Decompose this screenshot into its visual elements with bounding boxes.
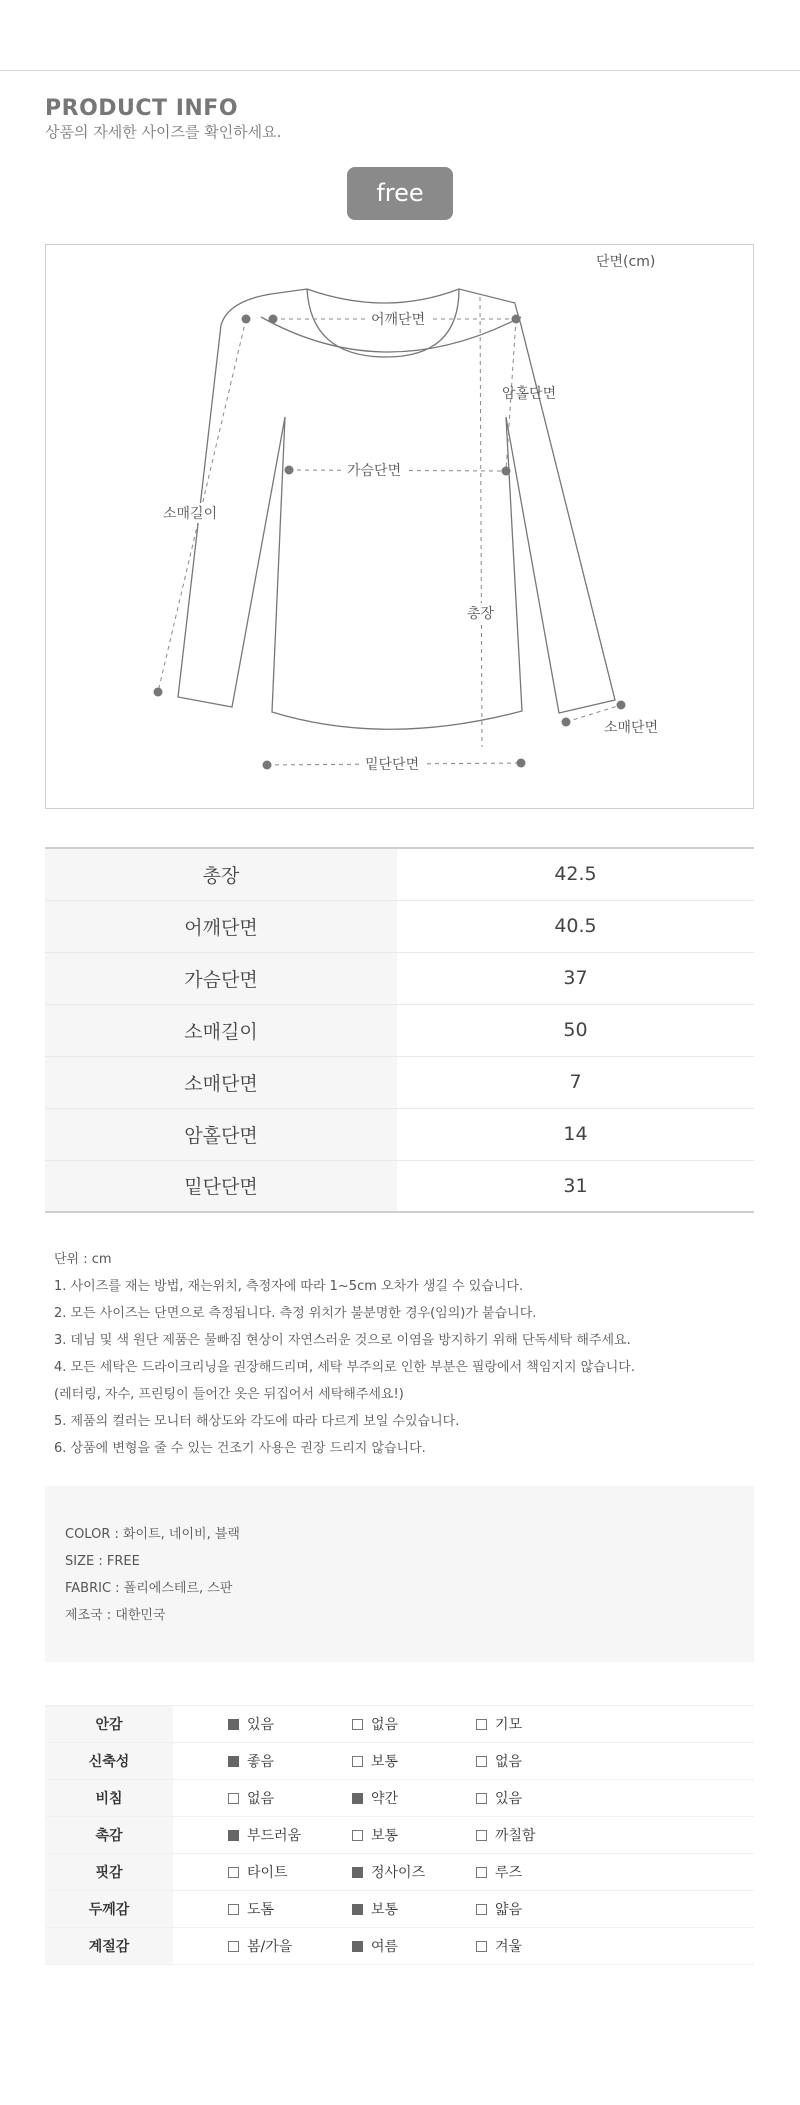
note-line: 2. 모든 사이즈는 단면으로 측정됩니다. 측정 위치가 불분명한 경우(임의)가 붙습니다. [54, 1306, 537, 1321]
label-armhole: 암홀단면 [502, 386, 557, 402]
note-line: 3. 데님 및 색 원단 제품은 물빠짐 현상이 자연스러운 것으로 이염을 방지하기 위해 단독세탁 해주세요. [54, 1333, 631, 1348]
checkbox-empty-icon [352, 1756, 363, 1767]
size-name: 암홀단면 [45, 1108, 397, 1160]
attribute-option: 보통 [352, 1891, 476, 1928]
table-row [45, 1160, 754, 1212]
attribute-option: 있음 [228, 1706, 352, 1743]
attribute-option: 부드러움 [228, 1817, 352, 1854]
attribute-label: 핏감 [45, 1854, 173, 1891]
attribute-label: 신축성 [45, 1743, 173, 1780]
measure-points [154, 315, 626, 770]
size-diagram [45, 244, 754, 809]
attribute-option: 보통 [352, 1817, 476, 1854]
attribute-option: 여름 [352, 1928, 476, 1965]
size-name: 소매단면 [45, 1056, 397, 1108]
attribute-option: 봄/가을 [228, 1928, 352, 1965]
attribute-option: 없음 [228, 1780, 352, 1817]
garment-illustration [46, 245, 755, 810]
attribute-option: 있음 [476, 1780, 600, 1817]
label-sleeve-width: 소매단면 [604, 720, 659, 736]
checkbox-checked-icon [352, 1867, 363, 1878]
table-row [45, 900, 754, 952]
size-value: 31 [397, 1160, 754, 1212]
attribute-option: 얇음 [476, 1891, 600, 1928]
size-value: 42.5 [397, 848, 754, 900]
checkbox-checked-icon [228, 1830, 239, 1841]
page-subtitle: 상품의 자세한 사이즈를 확인하세요. [45, 123, 282, 141]
checkbox-empty-icon [476, 1793, 487, 1804]
attribute-option: 없음 [352, 1706, 476, 1743]
checkbox-empty-icon [476, 1941, 487, 1952]
attribute-option: 좋음 [228, 1743, 352, 1780]
checkbox-empty-icon [476, 1719, 487, 1730]
checkbox-empty-icon [476, 1830, 487, 1841]
attribute-option: 까칠함 [476, 1817, 600, 1854]
garment-outline [178, 289, 615, 729]
diagram-unit-label: 단면(cm) [596, 254, 656, 270]
note-line: 1. 사이즈를 재는 방법, 재는위치, 측정자에 따라 1~5cm 오차가 생길 수 있습니다. [54, 1279, 524, 1294]
size-free-button[interactable]: free [347, 167, 453, 220]
attribute-option: 겨울 [476, 1928, 600, 1965]
checkbox-empty-icon [352, 1719, 363, 1730]
checkbox-empty-icon [228, 1904, 239, 1915]
checkbox-checked-icon [352, 1793, 363, 1804]
product-info-box [45, 1486, 754, 1662]
checkbox-empty-icon [476, 1867, 487, 1878]
note-line: 단위 : cm [54, 1252, 112, 1267]
attribute-table [45, 1705, 754, 1965]
size-name: 밑단단면 [45, 1160, 397, 1212]
size-name: 가슴단면 [45, 952, 397, 1004]
note-line: 6. 상품에 변형을 줄 수 있는 건조기 사용은 권장 드리지 않습니다. [54, 1441, 426, 1456]
label-hem: 밑단단면 [365, 757, 420, 773]
info-fabric: FABRIC : 폴리에스테르, 스판 [65, 1581, 233, 1596]
attribute-row [45, 1928, 754, 1965]
label-backgrounds [160, 309, 498, 774]
checkbox-empty-icon [228, 1793, 239, 1804]
attribute-option: 없음 [476, 1743, 600, 1780]
attribute-option: 보통 [352, 1743, 476, 1780]
checkbox-empty-icon [476, 1756, 487, 1767]
table-row [45, 1108, 754, 1160]
attribute-option: 정사이즈 [352, 1854, 476, 1891]
size-value: 50 [397, 1004, 754, 1056]
top-divider [0, 70, 800, 71]
checkbox-empty-icon [352, 1830, 363, 1841]
table-row [45, 952, 754, 1004]
table-row [45, 848, 754, 900]
info-color: COLOR : 화이트, 네이비, 블랙 [65, 1527, 240, 1542]
attribute-label: 계절감 [45, 1928, 173, 1965]
size-name: 총장 [45, 848, 397, 900]
checkbox-checked-icon [352, 1941, 363, 1952]
attribute-option: 기모 [476, 1706, 600, 1743]
attribute-label: 촉감 [45, 1817, 173, 1854]
checkbox-empty-icon [228, 1941, 239, 1952]
attribute-option: 약간 [352, 1780, 476, 1817]
size-value: 37 [397, 952, 754, 1004]
attribute-row [45, 1706, 754, 1743]
note-line: 4. 모든 세탁은 드라이크리닝을 권장해드리며, 세탁 부주의로 인한 부분은 필랑에서 책임지지 않습니다. [54, 1360, 636, 1375]
attribute-row [45, 1780, 754, 1817]
note-line: (레터링, 자수, 프린팅이 들어간 옷은 뒤집어서 세탁해주세요!) [54, 1387, 404, 1402]
size-value: 7 [397, 1056, 754, 1108]
table-row [45, 1004, 754, 1056]
measure-guides [158, 297, 621, 765]
attribute-row [45, 1891, 754, 1928]
attribute-label: 안감 [45, 1706, 173, 1743]
label-total-length: 총장 [467, 606, 495, 622]
attribute-option: 타이트 [228, 1854, 352, 1891]
size-value: 40.5 [397, 900, 754, 952]
attribute-row [45, 1817, 754, 1854]
checkbox-empty-icon [476, 1904, 487, 1915]
page-title: PRODUCT INFO [45, 96, 239, 121]
size-name: 소매길이 [45, 1004, 397, 1056]
label-shoulder: 어깨단면 [371, 312, 426, 328]
checkbox-checked-icon [228, 1719, 239, 1730]
label-sleeve-length: 소매길이 [163, 506, 218, 522]
info-origin: 제조국 : 대한민국 [65, 1608, 166, 1623]
checkbox-empty-icon [228, 1867, 239, 1878]
info-size: SIZE : FREE [65, 1554, 140, 1569]
label-chest: 가슴단면 [347, 463, 402, 479]
attribute-label: 두께감 [45, 1891, 173, 1928]
attribute-option: 도톰 [228, 1891, 352, 1928]
checkbox-checked-icon [228, 1756, 239, 1767]
table-row [45, 1056, 754, 1108]
size-value: 14 [397, 1108, 754, 1160]
size-table [45, 847, 754, 1213]
attribute-option: 루즈 [476, 1854, 600, 1891]
attribute-label: 비침 [45, 1780, 173, 1817]
size-notes [54, 1246, 635, 1462]
attribute-row [45, 1854, 754, 1891]
checkbox-checked-icon [352, 1904, 363, 1915]
note-line: 5. 제품의 컬러는 모니터 해상도와 각도에 따라 다르게 보일 수있습니다. [54, 1414, 460, 1429]
size-name: 어깨단면 [45, 900, 397, 952]
attribute-row [45, 1743, 754, 1780]
